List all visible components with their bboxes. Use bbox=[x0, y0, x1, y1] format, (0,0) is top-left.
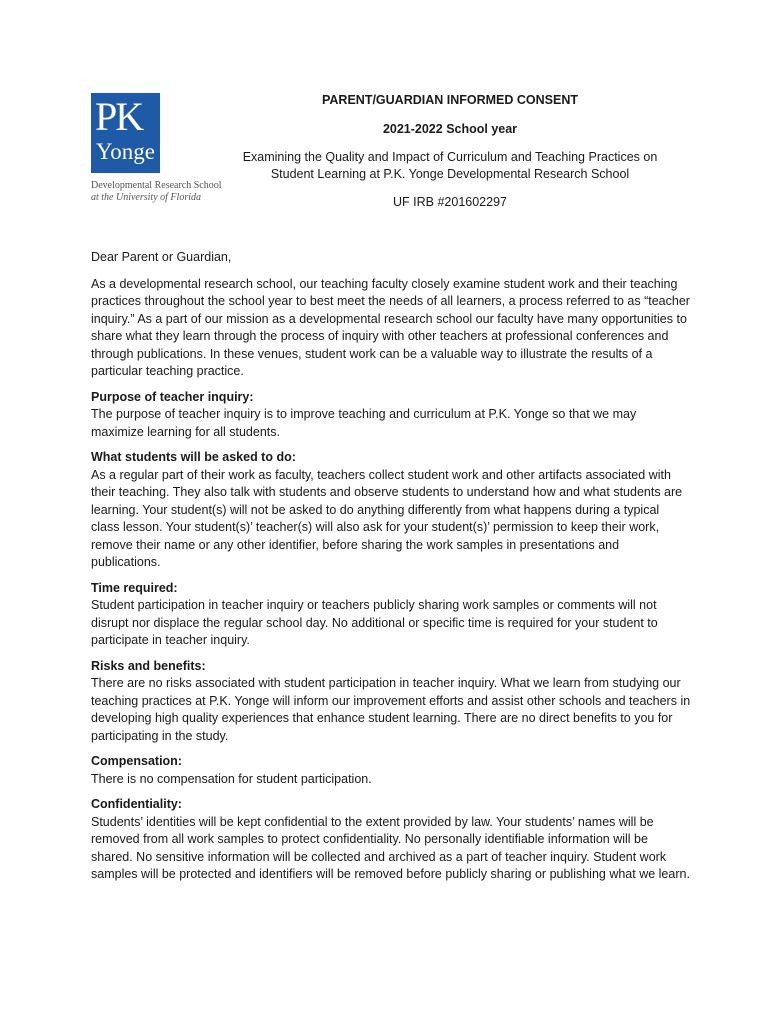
section-text-confidentiality: Students’ identities will be kept confidential to the extent provided by law. Your students’ names will be removed from all work samples to protect confidentiality. No personally identifiable information will be shared. No sensitive information will be collected and archived as a part of teacher inquiry. Student work samples will be protected and identifiers will be removed before publicly sharing or publishing what we learn. bbox=[91, 814, 690, 881]
logo-yonge-text: Yonge bbox=[96, 139, 156, 164]
section-text-time-required: Student participation in teacher inquiry or teachers publicly sharing work samples or comments will not disrupt nor displace the regular school day. No additional or specific time is required for your student to participate in teacher inquiry. bbox=[91, 598, 658, 647]
section-text-risks-benefits: There are no risks associated with student participation in teacher inquiry. What we learn from studying our teaching practices at P.K. Yonge will inform our improvement efforts and assist other schools and teachers in developing high quality experiences that enhance student learning. There are no direct benefits to you for participating in the study. bbox=[91, 676, 691, 743]
pk-yonge-logo bbox=[91, 93, 221, 204]
logo-mark bbox=[91, 93, 160, 173]
logo-pk-text: PK bbox=[95, 94, 143, 139]
intro-paragraph: As a developmental research school, our teaching faculty closely examine student work and their teaching practices throughout the school year to best meet the needs of all learners, a process referred to as “teacher inquiry.” As a part of our mission as a developmental research school our faculty have many opportunities to share what they learn through the process of inquiry with other teachers at professional conferences and through publications. In these venues, student work can be a valuable way to illustrate the results of a particular teaching practice. bbox=[91, 276, 690, 378]
section-heading-what-students-do: What students will be asked to do: bbox=[91, 450, 296, 464]
section-heading-risks-benefits: Risks and benefits: bbox=[91, 658, 206, 673]
logo-school-name: Developmental Research School bbox=[91, 180, 222, 191]
letter-body bbox=[91, 249, 691, 884]
section-text-compensation: There is no compensation for student participation. bbox=[91, 771, 372, 786]
salutation: Dear Parent or Guardian, bbox=[91, 250, 232, 264]
section-text-purpose: The purpose of teacher inquiry is to improve teaching and curriculum at P.K. Yonge so that we may maximize learning for all students. bbox=[91, 407, 637, 439]
section-heading-time-required: Time required: bbox=[91, 580, 178, 595]
document-title: PARENT/GUARDIAN INFORMED CONSENT bbox=[321, 93, 579, 107]
section-heading-purpose: Purpose of teacher inquiry: bbox=[91, 389, 254, 404]
study-title-line1: Examining the Quality and Impact of Curriculum and Teaching Practices on bbox=[242, 150, 658, 164]
section-heading-compensation: Compensation: bbox=[91, 754, 182, 768]
section-text-what-students-do: As a regular part of their work as faculty, teachers collect student work and other artifacts associated with their teaching. They also talk with students and observe students to understand how and what students are learning. Your student(s) will not be asked to do anything differently from what happens during a typical class lesson. Your student(s)’ teacher(s) will also ask for your student(s)’ permission to keep their work, remove their name or any other identifier, before sharing the work samples in presentations and publications. bbox=[91, 467, 683, 569]
logo-university: at the University of Florida bbox=[91, 192, 201, 203]
irb-number: UF IRB #201602297 bbox=[393, 195, 507, 209]
section-heading-confidentiality: Confidentiality: bbox=[91, 797, 182, 811]
school-year: 2021-2022 School year bbox=[382, 122, 518, 136]
study-title-line2: Student Learning at P.K. Yonge Developmental Research School bbox=[270, 167, 630, 181]
